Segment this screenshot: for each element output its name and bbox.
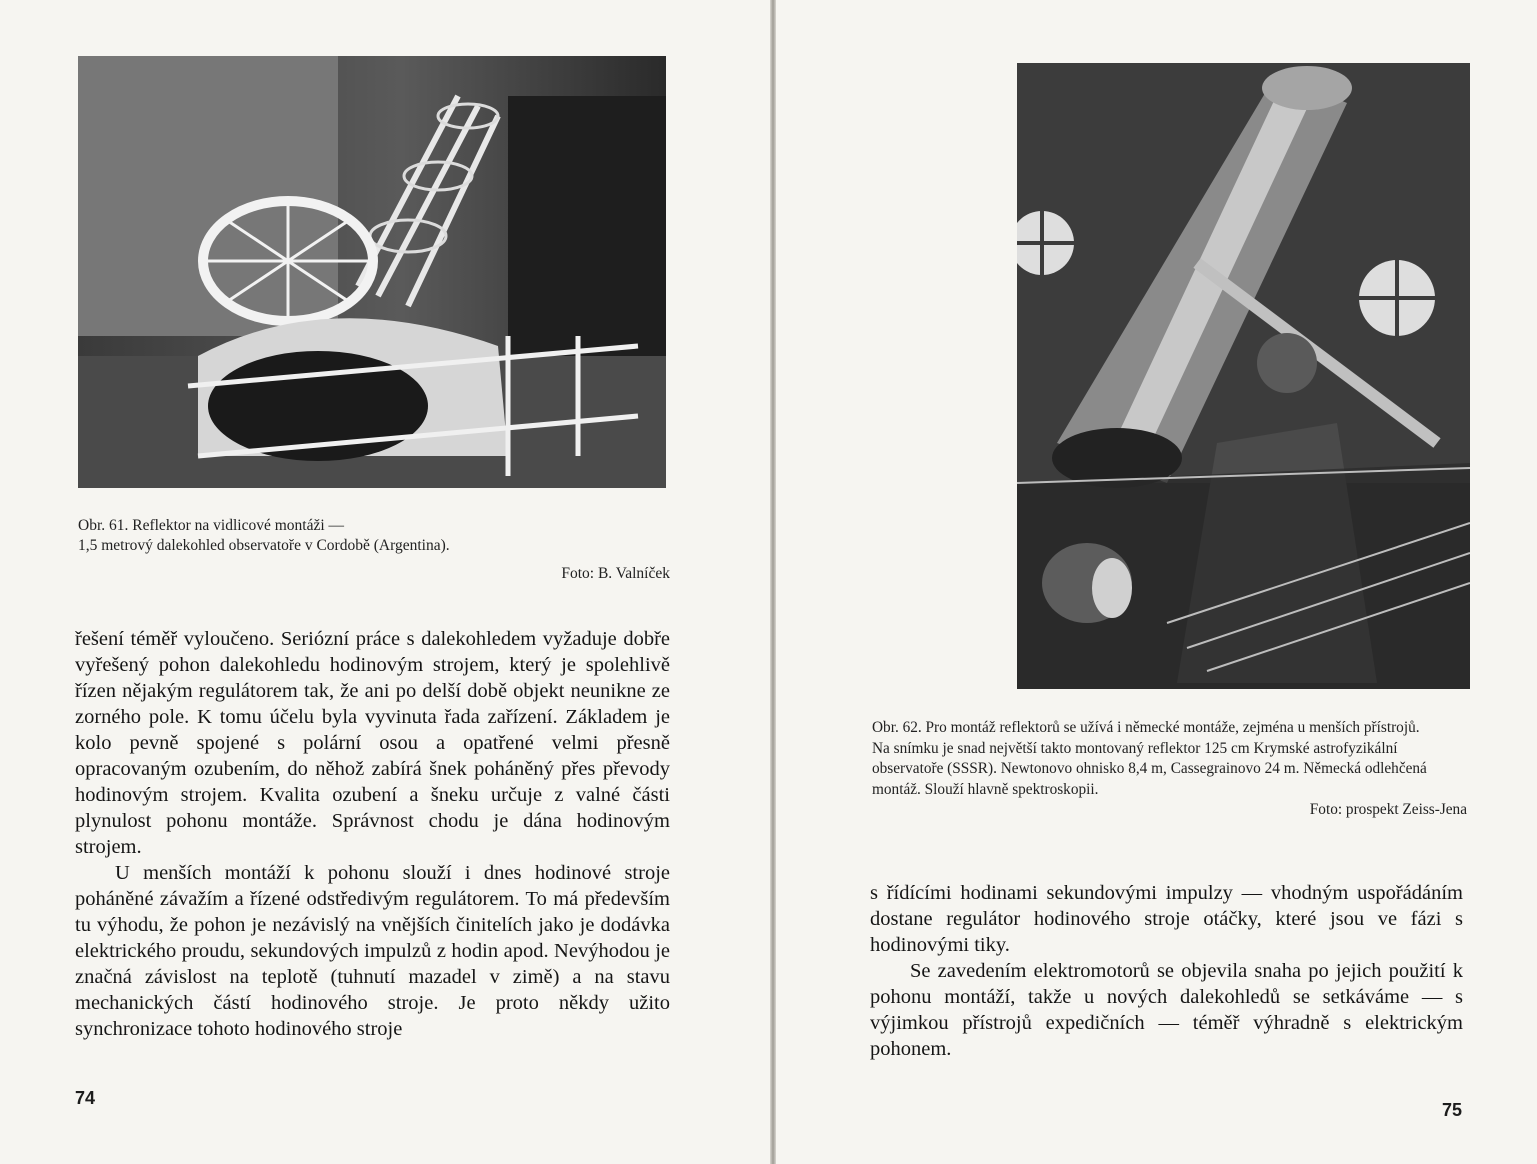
figure-61-caption (78, 516, 670, 584)
figure-62-photo (1017, 63, 1470, 689)
telescope-fork-mount-image (78, 56, 666, 488)
left-paragraph-2: U menších montáží k pohonu slouží i dnes hodinové stroje poháněné závažím a řízené odstředivým regulátorem. To má především tu výhodu, že pohon je nezávislý na vnějších činitelích jako je dodávka elektrického proudu, sekundových impulzů z hodin apod. Nevýhodou je značná závislost na teplotě (tuhnutí mazadel v zimě) a na stavu mechanických částí hodinového stroje. Je proto někdy užito synchronizace tohoto hodinového stroje (75, 862, 670, 1040)
figure-61-caption-line2: 1,5 metrový dalekohled observatoře v Cordobě (Argentina). (78, 537, 450, 554)
figure-62-caption-line1: Obr. 62. Pro montáž reflektorů se užívá i německé montáže, zejména u menších přístrojů. (872, 719, 1420, 736)
page-number-left: 74 (75, 1088, 96, 1108)
page-number-right: 75 (1442, 1100, 1463, 1120)
figure-61-photo (78, 56, 666, 488)
right-paragraph-2: Se zavedením elektromotorů se objevila snaha po jejich použití k pohonu montáží, takže u nových dalekohledů se setkáváme — s výjimkou přístrojů expedičních — téměř výhradně s elektrickým pohonem. (870, 960, 1463, 1060)
figure-61-credit: Foto: B. Valníček (561, 565, 670, 582)
figure-62-caption-line2: Na snímku je snad největší takto montovaný reflektor 125 cm Krymské astrofyzikální observatoře (SSSR). Newtonovo ohnisko 8,4 m, Cassegrainovo 24 m. Německá odlehčená montáž. Slouží hlavně spektroskopii. (872, 739, 1427, 798)
left-body-text (75, 626, 670, 1042)
right-paragraph-1: s řídícími hodinami sekundovými impulzy — vhodným uspořádáním dostane regulátor hodinového stroje otáčky, které jsou ve fázi s hodinovými tiky. (870, 882, 1463, 956)
left-paragraph-1: řešení téměř vyloučeno. Seriózní práce s dalekohledem vyžaduje dobře vyřešený pohon dalekohledu hodinovým strojem, který je spolehlivě řízen nějakým regulátorem tak, že ani po delší době objekt neunikne ze zorného pole. K tomu účelu byla vyvinuta řada zařízení. Základem je kolo pevně spojené s polární osou a opatřené velmi přesně opracovaným ozubením, do něhož zabírá šnek poháněný přes převody hodinovým strojem. Kvalita ozubení a šneku určuje z valné části plynulost pohonu montáže. Správnost chodu je dána hodinovým strojem. (75, 628, 670, 858)
telescope-german-mount-image (1017, 63, 1470, 689)
right-body-text (870, 880, 1463, 1062)
figure-62-credit: Foto: prospekt Zeiss-Jena (1309, 801, 1467, 818)
figure-62-caption (872, 718, 1467, 821)
figure-61-caption-line1: Obr. 61. Reflektor na vidlicové montáži — (78, 517, 345, 534)
